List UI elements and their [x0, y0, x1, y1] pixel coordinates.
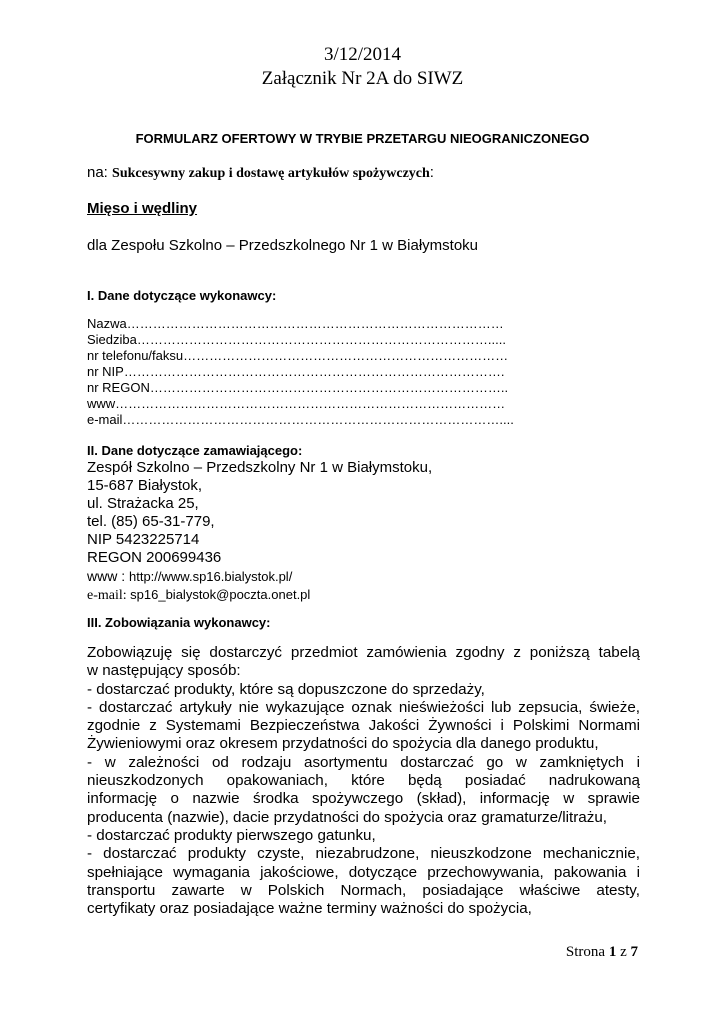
- ordering-email-label: e-mail:: [87, 588, 131, 603]
- obligations-section-title: III. Zobowiązania wykonawcy:: [87, 615, 271, 630]
- contractor-field-regon[interactable]: nr REGON………………………………………………………………………..: [87, 380, 509, 395]
- ordering-email: [87, 585, 432, 603]
- recipient-line: dla Zespołu Szkolno – Przedszkolnego Nr 1 w Białymstoku: [87, 237, 479, 254]
- page-total: 7: [630, 944, 638, 960]
- ordering-name: Zespół Szkolno – Przedszkolny Nr 1 w Białymstoku,: [87, 459, 433, 476]
- obligations-line: - dostarczać produkty, które są dopuszczone do sprzedaży,: [87, 680, 485, 698]
- obligations-line: zgodnie z Systemami Bezpieczeństwa Jakości Żywności i Polskimi Normami: [87, 717, 640, 735]
- ordering-street: ul. Strażacka 25,: [87, 495, 199, 512]
- form-title: FORMULARZ OFERTOWY W TRYBIE PRZETARGU NIEOGRANICZONEGO: [135, 131, 590, 146]
- contractor-field-name[interactable]: Nazwa……………………………………………………………………………: [87, 316, 504, 331]
- contractor-field-phone[interactable]: nr telefonu/faksu…………………………………………………………………: [87, 348, 509, 363]
- subject-suffix: :: [429, 164, 434, 181]
- obligations-line: Żywieniowymi oraz okresem przydatności do spożycia dla danego produktu,: [87, 735, 599, 753]
- obligations-line: - dostarczać produkty czyste, niezabrudzone, nieuszkodzone mechanicznie,: [87, 845, 640, 863]
- header-annex: Załącznik Nr 2A do SIWZ: [261, 68, 464, 89]
- subject-prefix: na:: [87, 164, 113, 181]
- subject-text: Sukcesywny zakup i dostawę artykułów spożywczych: [112, 166, 430, 181]
- obligations-line: spełniające wymagania jakościowe, dotyczące przechowywania, pakowania i: [87, 863, 640, 881]
- contractor-field-www[interactable]: www………………………………………………………………………………: [87, 396, 506, 411]
- ordering-www: [87, 567, 432, 585]
- contractor-section-title: I. Dane dotyczące wykonawcy:: [87, 288, 277, 303]
- ordering-www-label: www :: [87, 568, 129, 584]
- obligations-text: [87, 644, 640, 918]
- ordering-phone: tel. (85) 65-31-779,: [87, 513, 215, 530]
- ordering-email-link[interactable]: sp16_bialystok@poczta.onet.pl: [130, 587, 311, 602]
- obligations-line: informację o nazwie środka spożywczego (skład), informację w sprawie: [87, 790, 640, 808]
- page-of-label: z: [616, 944, 631, 960]
- obligations-line: producenta (nazwie), dacie przydatności do spożycia oraz gramaturze/litrażu,: [87, 808, 608, 826]
- ordering-section-title: II. Dane dotyczące zamawiającego:: [87, 443, 303, 458]
- ordering-postal: 15-687 Białystok,: [87, 477, 203, 494]
- contractor-field-email[interactable]: e-mail……………………………………………………………………………....: [87, 412, 514, 427]
- obligations-line: Zobowiązuję się dostarczyć przedmiot zamówienia zgodny z poniższą tabelą: [87, 644, 640, 661]
- obligations-line: nieuszkodzonych opakowaniach, które będą posiadać nadrukowaną: [87, 772, 640, 790]
- header-date: 3/12/2014: [323, 44, 402, 65]
- page-current: 1: [608, 944, 617, 960]
- category-heading: Mięso i wędliny: [87, 200, 198, 217]
- ordering-regon: REGON 200699436: [87, 549, 222, 566]
- ordering-www-link[interactable]: http://www.sp16.bialystok.pl/: [129, 569, 293, 584]
- ordering-nip: NIP 5423225714: [87, 531, 200, 548]
- obligations-line: - dostarczać produkty pierwszego gatunku,: [87, 826, 376, 844]
- obligations-line: transportu zawarte w Polskich Normach, posiadające właściwe atesty,: [87, 881, 640, 899]
- contractor-field-address[interactable]: Siedziba……………………………………………………………………….....: [87, 332, 506, 347]
- page-number: [566, 944, 638, 961]
- obligations-line: certyfikaty oraz posiadające ważne terminy ważności do spożycia,: [87, 900, 532, 918]
- obligations-line: - w zależności od rodzaju asortymentu dostarczać go w zamkniętych i: [87, 753, 640, 771]
- subject-line: [87, 164, 434, 182]
- obligations-line: w następujący sposób:: [87, 662, 241, 680]
- obligations-line: - dostarczać artykuły nie wykazujące oznak nieświeżości lub zepsucia, świeże,: [87, 698, 640, 716]
- ordering-details: [87, 459, 432, 603]
- page-label: Strona: [565, 944, 609, 960]
- contractor-fields: [87, 316, 514, 428]
- contractor-field-nip[interactable]: nr NIP…………………………………………………………………………….: [87, 364, 505, 379]
